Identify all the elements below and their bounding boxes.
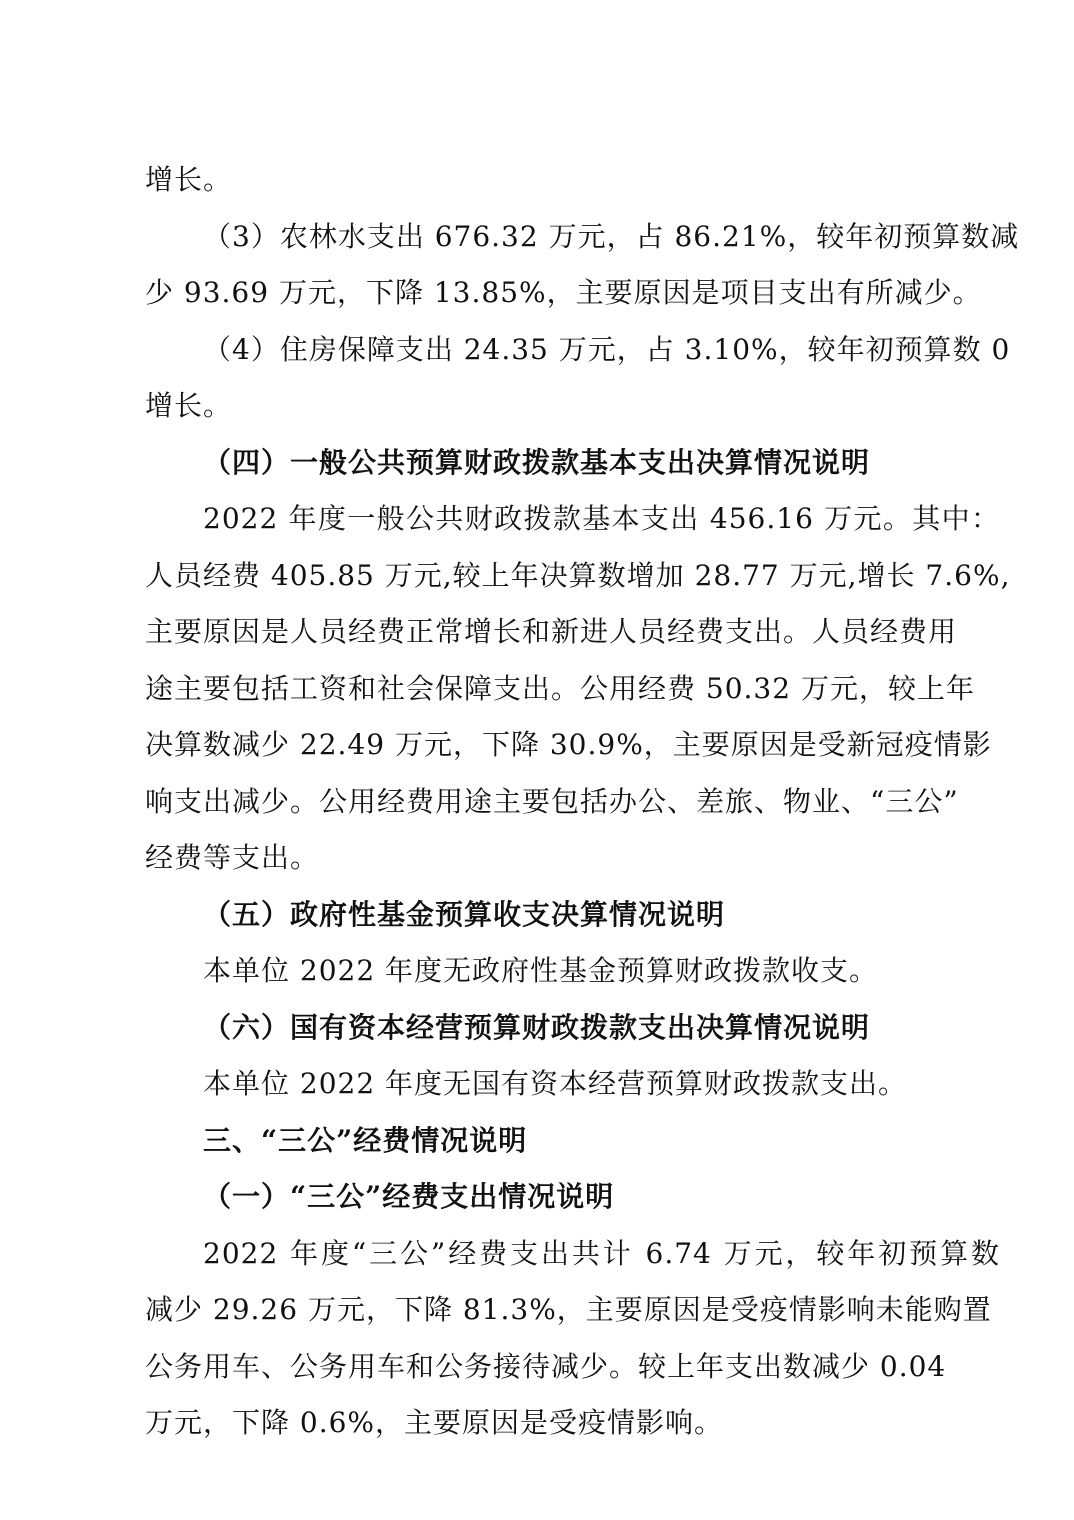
text-line: 增长。 — [145, 389, 233, 422]
chapter-heading: 三、“三公”经费情况说明 — [203, 1123, 528, 1157]
text-line: 经费等支出。 — [145, 841, 320, 874]
text-line: （4）住房保障支出 24.35 万元，占 3.10%，较年初预算数 0 — [203, 332, 1011, 366]
text-line: 人员经费 405.85 万元,较上年决算数增加 28.77 万元,增长 7.6%, — [145, 558, 1011, 592]
text-line: 2022 年度“三公”经费支出共计 6.74 万元，较年初预算数 — [203, 1236, 1000, 1270]
text-line: 决算数减少 22.49 万元，下降 30.9%，主要原因是受新冠疫情影 — [145, 728, 992, 761]
section-heading: （六）国有资本经营预算财政拨款支出决算情况说明 — [203, 1010, 871, 1044]
text-line: 公务用车、公务用车和公务接待减少。较上年支出数减少 0.04 — [145, 1349, 947, 1383]
text-line: 2022 年度一般公共财政拨款基本支出 456.16 万元。其中： — [203, 502, 1000, 535]
text-line: 本单位 2022 年度无国有资本经营预算财政拨款支出。 — [203, 1067, 908, 1100]
text-line: 本单位 2022 年度无政府性基金预算财政拨款收支。 — [203, 954, 879, 987]
section-heading: （五）政府性基金预算收支决算情况说明 — [203, 897, 726, 931]
section-heading: （四）一般公共预算财政拨款基本支出决算情况说明 — [203, 445, 871, 479]
document-page — [145, 152, 1020, 1452]
text-line: （3）农林水支出 676.32 万元，占 86.21%，较年初预算数减 — [203, 219, 1020, 253]
text-line: 减少 29.26 万元，下降 81.3%，主要原因是受疫情影响未能购置 — [145, 1293, 992, 1326]
text-line: 途主要包括工资和社会保障支出。公用经费 50.32 万元，较上年 — [145, 671, 975, 705]
text-line: 少 93.69 万元，下降 13.85%，主要原因是项目支出有所减少。 — [145, 276, 982, 309]
section-heading: （一）“三公”经费支出情况说明 — [203, 1180, 615, 1213]
text-line: 万元，下降 0.6%，主要原因是受疫情影响。 — [145, 1406, 724, 1439]
text-line: 主要原因是人员经费正常增长和新进人员经费支出。人员经费用 — [145, 615, 958, 648]
text-line: 增长。 — [145, 163, 233, 196]
text-line: 响支出减少。公用经费用途主要包括办公、差旅、物业、“三公” — [145, 784, 959, 818]
